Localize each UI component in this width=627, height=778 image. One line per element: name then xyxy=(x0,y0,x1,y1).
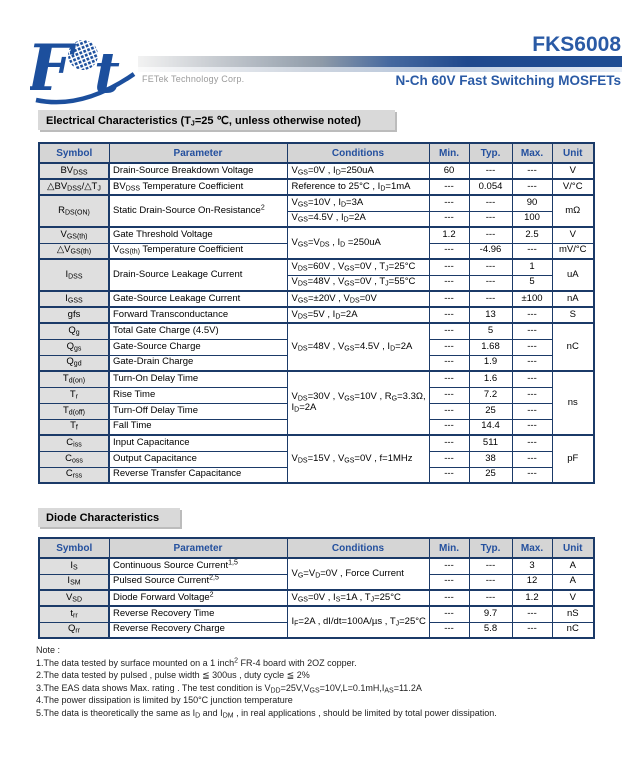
value-cell: --- xyxy=(429,179,469,195)
conditions-cell: $V_G=V_D=0V$ , Force Current xyxy=(287,558,429,590)
value-cell: 511 xyxy=(469,435,512,451)
column-header-parameter: Parameter xyxy=(109,143,287,163)
conditions-cell: $V_{GS}=\pm 20V$ , $V_{DS}=0V$ xyxy=(287,291,429,307)
parameter-cell: Gate-Drain Charge xyxy=(109,355,287,371)
value-cell: 25 xyxy=(469,467,512,483)
notes-block xyxy=(36,644,601,720)
value-cell: 1.2 xyxy=(429,227,469,243)
table-row xyxy=(39,259,594,275)
parameter-cell: Gate-Source Leakage Current xyxy=(109,291,287,307)
parameter-cell: $V_{GS(th)}$ Temperature Coefficient xyxy=(109,243,287,259)
table-row xyxy=(39,606,594,622)
value-cell: 38 xyxy=(469,451,512,467)
parameter-cell: Input Capacitance xyxy=(109,435,287,451)
column-header-parameter: Parameter xyxy=(109,538,287,558)
value-cell: --- xyxy=(429,195,469,211)
value-cell: --- xyxy=(429,355,469,371)
symbol-cell: $T_f$ xyxy=(39,419,109,435)
parameter-cell: Reverse Recovery Charge xyxy=(109,622,287,638)
conditions-cell: $V_{GS}=V_{DS}$ , $I_D =250uA$ xyxy=(287,227,429,259)
conditions-cell: $V_{DS}=5V$ , $I_D=2A$ xyxy=(287,307,429,323)
table-row xyxy=(39,163,594,179)
value-cell: --- xyxy=(429,435,469,451)
value-cell: 7.2 xyxy=(469,387,512,403)
value-cell: 60 xyxy=(429,163,469,179)
column-header-conditions: Conditions xyxy=(287,143,429,163)
value-cell: --- xyxy=(429,323,469,339)
symbol-cell: $I_{GSS}$ xyxy=(39,291,109,307)
conditions-cell: $V_{GS}=4.5V$ , $I_D=2A$ xyxy=(287,211,429,227)
note-item-2: 2.The data tested by pulsed , pulse width ≦ 300us , duty cycle ≦ 2% xyxy=(36,670,310,681)
parameter-cell: Static Drain-Source On-Resistance$^2$ xyxy=(109,195,287,227)
value-cell: --- xyxy=(512,243,552,259)
value-cell: --- xyxy=(469,259,512,275)
value-cell: --- xyxy=(429,371,469,387)
value-cell: 14.4 xyxy=(469,419,512,435)
conditions-cell: $I_F=2A$ , dI/dt=100A/µs , $T_J=25^\circ C$ xyxy=(287,606,429,638)
value-cell: --- xyxy=(512,339,552,355)
logo-letter-t: t xyxy=(94,40,120,106)
symbol-cell: $C_{oss}$ xyxy=(39,451,109,467)
electrical-section-title: Electrical Characteristics ($T_J=25$ ℃, unless otherwise noted) xyxy=(38,110,395,130)
parameter-cell: Diode Forward Voltage$^2$ xyxy=(109,590,287,606)
conditions-cell: $V_{DS}=30V$ , $V_{GS}=10V$ , $R_G=3.3\Omega$, $I_D=2A$ xyxy=(287,371,429,435)
column-header-typ: Typ. xyxy=(469,143,512,163)
value-cell: 1.9 xyxy=(469,355,512,371)
note-item-1: 1.The data tested by surface mounted on a 1 inch$^2$ FR-4 board with 2OZ copper. xyxy=(36,657,357,668)
symbol-cell: $I_{SM}$ xyxy=(39,574,109,590)
value-cell: --- xyxy=(512,435,552,451)
parameter-cell: Rise Time xyxy=(109,387,287,403)
value-cell: --- xyxy=(512,419,552,435)
unit-cell: nC xyxy=(552,622,594,638)
parameter-cell: Reverse Transfer Capacitance xyxy=(109,467,287,483)
value-cell: --- xyxy=(429,451,469,467)
value-cell: --- xyxy=(429,606,469,622)
value-cell: --- xyxy=(512,355,552,371)
fetek-logo xyxy=(30,34,142,108)
symbol-cell: $Q_{gd}$ xyxy=(39,355,109,371)
value-cell: --- xyxy=(429,291,469,307)
value-cell: 1.68 xyxy=(469,339,512,355)
note-item-3: 3.The EAS data shows Max. rating . The test condition is $V_{DD}=25V,V_{GS}=10V,L=0.1mH,I_{AS}=11.2A$ xyxy=(36,682,422,695)
parameter-cell: Continuous Source Current$^{1,5}$ xyxy=(109,558,287,574)
symbol-cell: $I_S$ xyxy=(39,558,109,574)
value-cell: --- xyxy=(469,227,512,243)
symbol-cell: $V_{GS(th)}$ xyxy=(39,227,109,243)
parameter-cell: Reverse Recovery Time xyxy=(109,606,287,622)
value-cell: --- xyxy=(469,590,512,606)
value-cell: --- xyxy=(512,163,552,179)
table-row xyxy=(39,227,594,243)
note-item-4: 4.The power dissipation is limited by 150°C junction temperature xyxy=(36,695,293,706)
header-bar-top-strip xyxy=(138,56,622,67)
header-gradient-bar xyxy=(138,56,622,72)
value-cell: 2.5 xyxy=(512,227,552,243)
header-bar-bottom-strip xyxy=(138,67,622,72)
conditions-cell: $V_{DS}=48V$ , $V_{GS}=0V$ , $T_J=55^\circ C$ xyxy=(287,275,429,291)
part-number: FKS6008 xyxy=(532,33,621,56)
symbol-cell: $Q_{gs}$ xyxy=(39,339,109,355)
note-item-5: 5.The data is theoretically the same as $I_D$ and $I_{DM}$ , in real applications , should be limited by total power dissipation. xyxy=(36,707,497,720)
value-cell: 3 xyxy=(512,558,552,574)
value-cell: --- xyxy=(469,558,512,574)
symbol-cell: $\triangle V_{GS(th)}$ xyxy=(39,243,109,259)
parameter-cell: Drain-Source Leakage Current xyxy=(109,259,287,291)
value-cell: 90 xyxy=(512,195,552,211)
value-cell: --- xyxy=(469,211,512,227)
symbol-cell: $T_r$ xyxy=(39,387,109,403)
unit-cell: mΩ xyxy=(552,195,594,227)
unit-cell: A xyxy=(552,558,594,574)
value-cell: --- xyxy=(469,291,512,307)
value-cell: --- xyxy=(512,606,552,622)
logo-letter-f: F xyxy=(30,34,73,106)
symbol-cell: $R_{DS(ON)}$ xyxy=(39,195,109,227)
unit-cell: V xyxy=(552,227,594,243)
value-cell: --- xyxy=(429,467,469,483)
value-cell: --- xyxy=(429,574,469,590)
value-cell: --- xyxy=(429,558,469,574)
value-cell: 1 xyxy=(512,259,552,275)
unit-cell: V xyxy=(552,163,594,179)
value-cell: --- xyxy=(512,451,552,467)
value-cell: --- xyxy=(429,259,469,275)
column-header-min: Min. xyxy=(429,538,469,558)
conditions-cell: Reference to 25°C , $I_D=1mA$ xyxy=(287,179,429,195)
value-cell: --- xyxy=(512,179,552,195)
unit-cell: mV/°C xyxy=(552,243,594,259)
parameter-cell: $BV_{DSS}$ Temperature Coefficient xyxy=(109,179,287,195)
unit-cell: V xyxy=(552,590,594,606)
unit-cell: A xyxy=(552,574,594,590)
table-row xyxy=(39,558,594,574)
parameter-cell: Fall Time xyxy=(109,419,287,435)
table-row xyxy=(39,307,594,323)
conditions-cell: $V_{DS}=15V$ , $V_{GS}=0V$ , f=1MHz xyxy=(287,435,429,483)
value-cell: --- xyxy=(469,195,512,211)
conditions-cell: $V_{DS}=60V$ , $V_{GS}=0V$ , $T_J=25^\circ C$ xyxy=(287,259,429,275)
value-cell: --- xyxy=(429,307,469,323)
diode-section-title: Diode Characteristics xyxy=(38,508,180,527)
value-cell: --- xyxy=(512,467,552,483)
value-cell: --- xyxy=(512,371,552,387)
value-cell: --- xyxy=(469,574,512,590)
parameter-cell: Gate-Source Charge xyxy=(109,339,287,355)
symbol-cell: $\triangle BV_{DSS}/\triangle T_J$ xyxy=(39,179,109,195)
value-cell: 5 xyxy=(469,323,512,339)
value-cell: 13 xyxy=(469,307,512,323)
symbol-cell: $Q_g$ xyxy=(39,323,109,339)
value-cell: --- xyxy=(429,403,469,419)
symbol-cell: $C_{rss}$ xyxy=(39,467,109,483)
unit-cell: nS xyxy=(552,606,594,622)
symbol-cell: $T_{d(on)}$ xyxy=(39,371,109,387)
conditions-cell: $V_{GS}=0V$ , $I_D=250uA$ xyxy=(287,163,429,179)
table-row xyxy=(39,195,594,211)
value-cell: --- xyxy=(429,387,469,403)
unit-cell: pF xyxy=(552,435,594,483)
column-header-max: Max. xyxy=(512,538,552,558)
symbol-cell: $BV_{DSS}$ xyxy=(39,163,109,179)
value-cell: 5 xyxy=(512,275,552,291)
parameter-cell: Gate Threshold Voltage xyxy=(109,227,287,243)
value-cell: --- xyxy=(429,622,469,638)
conditions-cell: $V_{GS}=0V$ , $I_S=1A$ , $T_J=25^\circ C$ xyxy=(287,590,429,606)
value-cell: --- xyxy=(429,211,469,227)
table-row xyxy=(39,179,594,195)
parameter-cell: Pulsed Source Current$^{2,5}$ xyxy=(109,574,287,590)
value-cell: 5.8 xyxy=(469,622,512,638)
value-cell: 12 xyxy=(512,574,552,590)
conditions-cell: $V_{DS}=48V$ , $V_{GS}=4.5V$ , $I_D=2A$ xyxy=(287,323,429,371)
value-cell: 9.7 xyxy=(469,606,512,622)
fetek-logo-graphic xyxy=(30,34,142,108)
value-cell: 1.6 xyxy=(469,371,512,387)
column-header-symbol: Symbol xyxy=(39,538,109,558)
parameter-cell: Turn-Off Delay Time xyxy=(109,403,287,419)
parameter-cell: Turn-On Delay Time xyxy=(109,371,287,387)
parameter-cell: Total Gate Charge (4.5V) xyxy=(109,323,287,339)
value-cell: --- xyxy=(429,590,469,606)
table-row xyxy=(39,291,594,307)
unit-cell: S xyxy=(552,307,594,323)
value-cell: --- xyxy=(512,307,552,323)
unit-cell: nC xyxy=(552,323,594,371)
table-row xyxy=(39,590,594,606)
table-row xyxy=(39,435,594,451)
symbol-cell: $t_{rr}$ xyxy=(39,606,109,622)
value-cell: -4.96 xyxy=(469,243,512,259)
value-cell: --- xyxy=(512,622,552,638)
unit-cell: ns xyxy=(552,371,594,435)
symbol-cell: $I_{DSS}$ xyxy=(39,259,109,291)
parameter-cell: Forward Transconductance xyxy=(109,307,287,323)
symbol-cell: $T_{d(off)}$ xyxy=(39,403,109,419)
column-header-min: Min. xyxy=(429,143,469,163)
column-header-symbol: Symbol xyxy=(39,143,109,163)
column-header-typ: Typ. xyxy=(469,538,512,558)
unit-cell: uA xyxy=(552,259,594,291)
value-cell: ±100 xyxy=(512,291,552,307)
column-header-unit: Unit xyxy=(552,538,594,558)
column-header-conditions: Conditions xyxy=(287,538,429,558)
unit-cell: V/°C xyxy=(552,179,594,195)
symbol-cell: $Q_{rr}$ xyxy=(39,622,109,638)
value-cell: 0.054 xyxy=(469,179,512,195)
value-cell: --- xyxy=(469,275,512,291)
table-header-row xyxy=(39,143,594,163)
unit-cell: nA xyxy=(552,291,594,307)
table-row xyxy=(39,323,594,339)
value-cell: 1.2 xyxy=(512,590,552,606)
value-cell: --- xyxy=(429,243,469,259)
value-cell: --- xyxy=(512,323,552,339)
value-cell: --- xyxy=(469,163,512,179)
table-header-row xyxy=(39,538,594,558)
symbol-cell: $C_{iss}$ xyxy=(39,435,109,451)
value-cell: --- xyxy=(429,419,469,435)
value-cell: --- xyxy=(429,339,469,355)
value-cell: 100 xyxy=(512,211,552,227)
diode-characteristics-table xyxy=(38,537,595,639)
value-cell: --- xyxy=(429,275,469,291)
column-header-unit: Unit xyxy=(552,143,594,163)
notes-label: Note : xyxy=(36,645,61,655)
parameter-cell: Output Capacitance xyxy=(109,451,287,467)
value-cell: --- xyxy=(512,403,552,419)
company-name: FETek Technology Corp. xyxy=(142,74,245,84)
device-subtitle: N-Ch 60V Fast Switching MOSFETs xyxy=(395,73,621,88)
value-cell: 25 xyxy=(469,403,512,419)
conditions-cell: $V_{GS}=10V$ , $I_D=3A$ xyxy=(287,195,429,211)
parameter-cell: Drain-Source Breakdown Voltage xyxy=(109,163,287,179)
table-row xyxy=(39,371,594,387)
value-cell: --- xyxy=(512,387,552,403)
symbol-cell: $V_{SD}$ xyxy=(39,590,109,606)
column-header-max: Max. xyxy=(512,143,552,163)
electrical-characteristics-table xyxy=(38,142,595,484)
symbol-cell: gfs xyxy=(39,307,109,323)
